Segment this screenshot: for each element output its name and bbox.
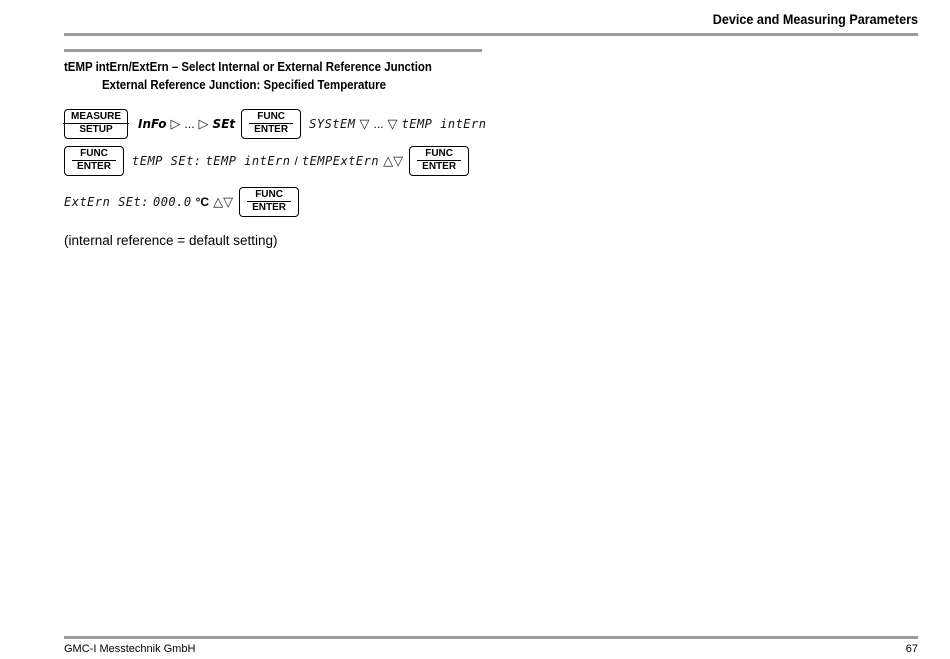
key-sequence-2 xyxy=(64,146,469,176)
up-down-triangle-icon: △▽ xyxy=(213,194,234,210)
lcd-temp-set: tEMP SEt: xyxy=(132,153,202,169)
func-key-label: FUNC xyxy=(417,148,461,161)
lcd-temp-extern: tEMPExtErn xyxy=(301,153,380,169)
key-sequence-1 xyxy=(64,109,486,139)
page-number: 67 xyxy=(905,643,918,655)
unit-celsius: °C xyxy=(195,195,210,209)
slash-separator: / xyxy=(294,154,298,168)
setup-key-label: SETUP xyxy=(79,124,113,135)
func-key-label: FUNC xyxy=(249,111,293,124)
func-enter-key xyxy=(409,146,469,176)
right-triangle-icon: ▷ xyxy=(170,116,181,132)
footer-company: GMC-I Messtechnik GmbH xyxy=(64,643,196,655)
lcd-temp-intern: tEMP intErn xyxy=(401,116,487,132)
down-triangle-icon: ▽ xyxy=(359,116,370,132)
lcd-temp-intern: tEMP intErn xyxy=(205,153,291,169)
header-divider xyxy=(64,33,918,36)
func-enter-key xyxy=(64,146,124,176)
lcd-extern-set: ExtErn SEt: xyxy=(64,194,149,210)
func-enter-key xyxy=(239,187,299,217)
up-down-triangle-icon: △▽ xyxy=(383,153,404,169)
header-title: Device and Measuring Parameters xyxy=(712,11,918,27)
down-triangle-icon: ▽ xyxy=(387,116,398,132)
func-key-label: FUNC xyxy=(72,148,116,161)
section-title: tEMP intErn/ExtErn – Select Internal or External Reference Junction xyxy=(64,59,432,74)
func-enter-key xyxy=(241,109,301,139)
measure-key-label: MEASURE xyxy=(63,111,129,124)
enter-key-label: ENTER xyxy=(77,161,111,172)
lcd-system: SYStEM xyxy=(309,116,356,132)
section-subtitle: External Reference Junction: Specified Temperature xyxy=(102,77,386,92)
lcd-value: 000.0 xyxy=(152,194,192,210)
footer-divider xyxy=(64,636,918,639)
enter-key-label: ENTER xyxy=(252,202,287,213)
ellipsis: ... xyxy=(184,117,195,131)
section-divider xyxy=(64,49,482,52)
func-key-label: FUNC xyxy=(247,189,291,202)
measure-setup-key xyxy=(64,109,128,139)
key-sequence-3 xyxy=(64,187,299,217)
lcd-info: InFo xyxy=(138,117,167,131)
lcd-set: SEt xyxy=(212,117,236,131)
enter-key-label: ENTER xyxy=(422,161,457,172)
right-triangle-icon: ▷ xyxy=(198,116,209,132)
default-setting-note: (internal reference = default setting) xyxy=(64,233,278,248)
enter-key-label: ENTER xyxy=(254,124,289,135)
ellipsis: ... xyxy=(373,117,384,131)
